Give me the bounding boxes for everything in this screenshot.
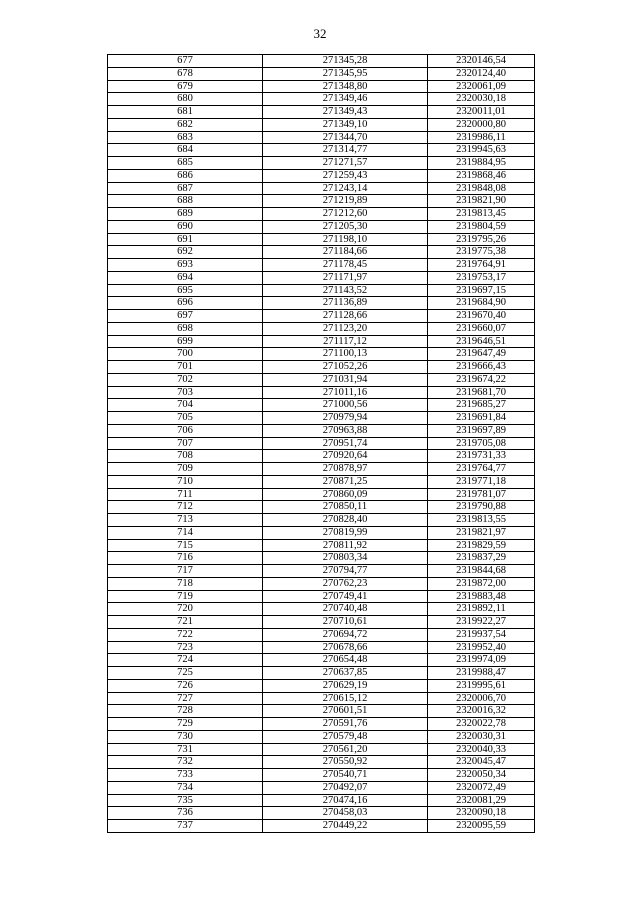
x-coordinate-cell: 270678,66 bbox=[263, 641, 428, 654]
table-row bbox=[108, 169, 535, 182]
table-row bbox=[108, 539, 535, 552]
y-coordinate-cell: 2319804,59 bbox=[428, 220, 535, 233]
x-coordinate-cell: 271345,28 bbox=[263, 55, 428, 68]
y-coordinate-cell: 2319974,09 bbox=[428, 654, 535, 667]
x-coordinate-cell: 271136,89 bbox=[263, 297, 428, 310]
y-coordinate-cell: 2320050,34 bbox=[428, 769, 535, 782]
y-coordinate-cell: 2319945,63 bbox=[428, 144, 535, 157]
x-coordinate-cell: 270591,76 bbox=[263, 718, 428, 731]
point-number-cell: 705 bbox=[108, 412, 263, 425]
x-coordinate-cell: 270860,09 bbox=[263, 488, 428, 501]
x-coordinate-cell: 270811,92 bbox=[263, 539, 428, 552]
table-row bbox=[108, 80, 535, 93]
x-coordinate-cell: 271205,30 bbox=[263, 220, 428, 233]
x-coordinate-cell: 270561,20 bbox=[263, 743, 428, 756]
point-number-cell: 699 bbox=[108, 335, 263, 348]
table-row bbox=[108, 297, 535, 310]
table-row bbox=[108, 730, 535, 743]
x-coordinate-cell: 271348,80 bbox=[263, 80, 428, 93]
point-number-cell: 733 bbox=[108, 769, 263, 782]
x-coordinate-cell: 270850,11 bbox=[263, 501, 428, 514]
point-number-cell: 729 bbox=[108, 718, 263, 731]
page-number: 32 bbox=[313, 26, 327, 41]
x-coordinate-cell: 270654,48 bbox=[263, 654, 428, 667]
y-coordinate-cell: 2319937,54 bbox=[428, 628, 535, 641]
y-coordinate-cell: 2320030,18 bbox=[428, 93, 535, 106]
point-number-cell: 722 bbox=[108, 628, 263, 641]
point-number-cell: 681 bbox=[108, 106, 263, 119]
y-coordinate-cell: 2320022,78 bbox=[428, 718, 535, 731]
x-coordinate-cell: 270458,03 bbox=[263, 807, 428, 820]
x-coordinate-cell: 270979,94 bbox=[263, 412, 428, 425]
table-row bbox=[108, 399, 535, 412]
x-coordinate-cell: 271171,97 bbox=[263, 271, 428, 284]
point-number-cell: 698 bbox=[108, 322, 263, 335]
x-coordinate-cell: 271123,20 bbox=[263, 322, 428, 335]
point-number-cell: 726 bbox=[108, 679, 263, 692]
y-coordinate-cell: 2319892,11 bbox=[428, 603, 535, 616]
table-row bbox=[108, 514, 535, 527]
coordinates-table-body bbox=[108, 55, 535, 833]
point-number-cell: 708 bbox=[108, 450, 263, 463]
y-coordinate-cell: 2319684,90 bbox=[428, 297, 535, 310]
y-coordinate-cell: 2319646,51 bbox=[428, 335, 535, 348]
point-number-cell: 696 bbox=[108, 297, 263, 310]
table-row bbox=[108, 692, 535, 705]
x-coordinate-cell: 270878,97 bbox=[263, 463, 428, 476]
point-number-cell: 704 bbox=[108, 399, 263, 412]
point-number-cell: 717 bbox=[108, 565, 263, 578]
point-number-cell: 724 bbox=[108, 654, 263, 667]
y-coordinate-cell: 2319660,07 bbox=[428, 322, 535, 335]
point-number-cell: 692 bbox=[108, 246, 263, 259]
point-number-cell: 728 bbox=[108, 705, 263, 718]
x-coordinate-cell: 271117,12 bbox=[263, 335, 428, 348]
y-coordinate-cell: 2319731,33 bbox=[428, 450, 535, 463]
x-coordinate-cell: 271178,45 bbox=[263, 259, 428, 272]
x-coordinate-cell: 270629,19 bbox=[263, 679, 428, 692]
point-number-cell: 701 bbox=[108, 361, 263, 374]
table-row bbox=[108, 577, 535, 590]
point-number-cell: 693 bbox=[108, 259, 263, 272]
table-row bbox=[108, 450, 535, 463]
point-number-cell: 684 bbox=[108, 144, 263, 157]
point-number-cell: 707 bbox=[108, 437, 263, 450]
table-row bbox=[108, 820, 535, 833]
y-coordinate-cell: 2319691,84 bbox=[428, 412, 535, 425]
y-coordinate-cell: 2320146,54 bbox=[428, 55, 535, 68]
table-row bbox=[108, 335, 535, 348]
table-row bbox=[108, 526, 535, 539]
point-number-cell: 730 bbox=[108, 730, 263, 743]
y-coordinate-cell: 2320016,32 bbox=[428, 705, 535, 718]
x-coordinate-cell: 270828,40 bbox=[263, 514, 428, 527]
coordinates-table bbox=[107, 54, 535, 833]
y-coordinate-cell: 2319790,88 bbox=[428, 501, 535, 514]
y-coordinate-cell: 2319952,40 bbox=[428, 641, 535, 654]
table-row bbox=[108, 131, 535, 144]
y-coordinate-cell: 2319666,43 bbox=[428, 361, 535, 374]
point-number-cell: 680 bbox=[108, 93, 263, 106]
table-row bbox=[108, 616, 535, 629]
x-coordinate-cell: 270474,16 bbox=[263, 794, 428, 807]
y-coordinate-cell: 2320000,80 bbox=[428, 118, 535, 131]
point-number-cell: 711 bbox=[108, 488, 263, 501]
point-number-cell: 732 bbox=[108, 756, 263, 769]
x-coordinate-cell: 271349,10 bbox=[263, 118, 428, 131]
x-coordinate-cell: 271349,46 bbox=[263, 93, 428, 106]
point-number-cell: 731 bbox=[108, 743, 263, 756]
x-coordinate-cell: 271198,10 bbox=[263, 233, 428, 246]
x-coordinate-cell: 270694,72 bbox=[263, 628, 428, 641]
y-coordinate-cell: 2319681,70 bbox=[428, 386, 535, 399]
point-number-cell: 725 bbox=[108, 667, 263, 680]
x-coordinate-cell: 271011,16 bbox=[263, 386, 428, 399]
table-row bbox=[108, 348, 535, 361]
point-number-cell: 677 bbox=[108, 55, 263, 68]
y-coordinate-cell: 2319813,45 bbox=[428, 208, 535, 221]
point-number-cell: 719 bbox=[108, 590, 263, 603]
table-row bbox=[108, 220, 535, 233]
x-coordinate-cell: 271052,26 bbox=[263, 361, 428, 374]
point-number-cell: 712 bbox=[108, 501, 263, 514]
y-coordinate-cell: 2319775,38 bbox=[428, 246, 535, 259]
y-coordinate-cell: 2319670,40 bbox=[428, 310, 535, 323]
x-coordinate-cell: 270579,48 bbox=[263, 730, 428, 743]
x-coordinate-cell: 271212,60 bbox=[263, 208, 428, 221]
table-row bbox=[108, 807, 535, 820]
table-row bbox=[108, 628, 535, 641]
table-row bbox=[108, 781, 535, 794]
point-number-cell: 721 bbox=[108, 616, 263, 629]
y-coordinate-cell: 2319705,08 bbox=[428, 437, 535, 450]
x-coordinate-cell: 271344,70 bbox=[263, 131, 428, 144]
y-coordinate-cell: 2319988,47 bbox=[428, 667, 535, 680]
x-coordinate-cell: 271031,94 bbox=[263, 373, 428, 386]
point-number-cell: 679 bbox=[108, 80, 263, 93]
y-coordinate-cell: 2319685,27 bbox=[428, 399, 535, 412]
point-number-cell: 716 bbox=[108, 552, 263, 565]
y-coordinate-cell: 2319813,55 bbox=[428, 514, 535, 527]
x-coordinate-cell: 270762,23 bbox=[263, 577, 428, 590]
y-coordinate-cell: 2319883,48 bbox=[428, 590, 535, 603]
table-row bbox=[108, 144, 535, 157]
point-number-cell: 718 bbox=[108, 577, 263, 590]
y-coordinate-cell: 2319771,18 bbox=[428, 475, 535, 488]
y-coordinate-cell: 2319795,26 bbox=[428, 233, 535, 246]
point-number-cell: 703 bbox=[108, 386, 263, 399]
point-number-cell: 695 bbox=[108, 284, 263, 297]
table-row bbox=[108, 361, 535, 374]
table-row bbox=[108, 679, 535, 692]
point-number-cell: 735 bbox=[108, 794, 263, 807]
x-coordinate-cell: 270601,51 bbox=[263, 705, 428, 718]
x-coordinate-cell: 270449,22 bbox=[263, 820, 428, 833]
point-number-cell: 689 bbox=[108, 208, 263, 221]
table-row bbox=[108, 67, 535, 80]
table-row bbox=[108, 271, 535, 284]
table-row bbox=[108, 654, 535, 667]
table-row bbox=[108, 118, 535, 131]
table-row bbox=[108, 718, 535, 731]
x-coordinate-cell: 271000,56 bbox=[263, 399, 428, 412]
table-row bbox=[108, 386, 535, 399]
point-number-cell: 678 bbox=[108, 67, 263, 80]
x-coordinate-cell: 270492,07 bbox=[263, 781, 428, 794]
x-coordinate-cell: 271143,52 bbox=[263, 284, 428, 297]
y-coordinate-cell: 2320081,29 bbox=[428, 794, 535, 807]
y-coordinate-cell: 2319764,77 bbox=[428, 463, 535, 476]
y-coordinate-cell: 2320090,18 bbox=[428, 807, 535, 820]
x-coordinate-cell: 271128,66 bbox=[263, 310, 428, 323]
point-number-cell: 691 bbox=[108, 233, 263, 246]
x-coordinate-cell: 270920,64 bbox=[263, 450, 428, 463]
x-coordinate-cell: 271349,43 bbox=[263, 106, 428, 119]
table-row bbox=[108, 55, 535, 68]
table-row bbox=[108, 437, 535, 450]
point-number-cell: 727 bbox=[108, 692, 263, 705]
point-number-cell: 706 bbox=[108, 424, 263, 437]
y-coordinate-cell: 2319837,29 bbox=[428, 552, 535, 565]
y-coordinate-cell: 2319868,46 bbox=[428, 169, 535, 182]
point-number-cell: 683 bbox=[108, 131, 263, 144]
table-row bbox=[108, 322, 535, 335]
y-coordinate-cell: 2319995,61 bbox=[428, 679, 535, 692]
table-row bbox=[108, 501, 535, 514]
table-row bbox=[108, 208, 535, 221]
table-row bbox=[108, 475, 535, 488]
y-coordinate-cell: 2320072,49 bbox=[428, 781, 535, 794]
y-coordinate-cell: 2319674,22 bbox=[428, 373, 535, 386]
table-row bbox=[108, 246, 535, 259]
table-row bbox=[108, 412, 535, 425]
y-coordinate-cell: 2319922,27 bbox=[428, 616, 535, 629]
x-coordinate-cell: 270550,92 bbox=[263, 756, 428, 769]
point-number-cell: 697 bbox=[108, 310, 263, 323]
table-row bbox=[108, 756, 535, 769]
table-row bbox=[108, 590, 535, 603]
x-coordinate-cell: 270637,85 bbox=[263, 667, 428, 680]
x-coordinate-cell: 271100,13 bbox=[263, 348, 428, 361]
table-row bbox=[108, 182, 535, 195]
table-row bbox=[108, 794, 535, 807]
x-coordinate-cell: 271345,95 bbox=[263, 67, 428, 80]
x-coordinate-cell: 271271,57 bbox=[263, 157, 428, 170]
y-coordinate-cell: 2319821,97 bbox=[428, 526, 535, 539]
point-number-cell: 700 bbox=[108, 348, 263, 361]
table-row bbox=[108, 565, 535, 578]
table-row bbox=[108, 233, 535, 246]
point-number-cell: 710 bbox=[108, 475, 263, 488]
table-row bbox=[108, 705, 535, 718]
table-row bbox=[108, 424, 535, 437]
table-row bbox=[108, 373, 535, 386]
point-number-cell: 715 bbox=[108, 539, 263, 552]
point-number-cell: 734 bbox=[108, 781, 263, 794]
x-coordinate-cell: 270740,48 bbox=[263, 603, 428, 616]
x-coordinate-cell: 270871,25 bbox=[263, 475, 428, 488]
x-coordinate-cell: 271184,66 bbox=[263, 246, 428, 259]
x-coordinate-cell: 270803,34 bbox=[263, 552, 428, 565]
y-coordinate-cell: 2320095,59 bbox=[428, 820, 535, 833]
table-row bbox=[108, 463, 535, 476]
table-row bbox=[108, 284, 535, 297]
point-number-cell: 714 bbox=[108, 526, 263, 539]
table-row bbox=[108, 769, 535, 782]
x-coordinate-cell: 271259,43 bbox=[263, 169, 428, 182]
point-number-cell: 713 bbox=[108, 514, 263, 527]
y-coordinate-cell: 2320006,70 bbox=[428, 692, 535, 705]
point-number-cell: 720 bbox=[108, 603, 263, 616]
y-coordinate-cell: 2319829,59 bbox=[428, 539, 535, 552]
point-number-cell: 685 bbox=[108, 157, 263, 170]
y-coordinate-cell: 2319697,89 bbox=[428, 424, 535, 437]
x-coordinate-cell: 270540,71 bbox=[263, 769, 428, 782]
point-number-cell: 702 bbox=[108, 373, 263, 386]
point-number-cell: 723 bbox=[108, 641, 263, 654]
y-coordinate-cell: 2319821,90 bbox=[428, 195, 535, 208]
x-coordinate-cell: 270951,74 bbox=[263, 437, 428, 450]
y-coordinate-cell: 2320124,40 bbox=[428, 67, 535, 80]
y-coordinate-cell: 2319781,07 bbox=[428, 488, 535, 501]
y-coordinate-cell: 2320061,09 bbox=[428, 80, 535, 93]
y-coordinate-cell: 2320040,33 bbox=[428, 743, 535, 756]
table-row bbox=[108, 93, 535, 106]
table-row bbox=[108, 259, 535, 272]
point-number-cell: 737 bbox=[108, 820, 263, 833]
table-row bbox=[108, 310, 535, 323]
table-row bbox=[108, 667, 535, 680]
y-coordinate-cell: 2320011,01 bbox=[428, 106, 535, 119]
table-row bbox=[108, 743, 535, 756]
y-coordinate-cell: 2319986,11 bbox=[428, 131, 535, 144]
table-row bbox=[108, 641, 535, 654]
x-coordinate-cell: 270615,12 bbox=[263, 692, 428, 705]
y-coordinate-cell: 2319764,91 bbox=[428, 259, 535, 272]
x-coordinate-cell: 271314,77 bbox=[263, 144, 428, 157]
y-coordinate-cell: 2319872,00 bbox=[428, 577, 535, 590]
x-coordinate-cell: 270963,88 bbox=[263, 424, 428, 437]
table-row bbox=[108, 552, 535, 565]
point-number-cell: 709 bbox=[108, 463, 263, 476]
y-coordinate-cell: 2319697,15 bbox=[428, 284, 535, 297]
y-coordinate-cell: 2319647,49 bbox=[428, 348, 535, 361]
x-coordinate-cell: 270819,99 bbox=[263, 526, 428, 539]
point-number-cell: 688 bbox=[108, 195, 263, 208]
x-coordinate-cell: 270710,61 bbox=[263, 616, 428, 629]
table-row bbox=[108, 195, 535, 208]
y-coordinate-cell: 2319844,68 bbox=[428, 565, 535, 578]
point-number-cell: 736 bbox=[108, 807, 263, 820]
table-row bbox=[108, 488, 535, 501]
point-number-cell: 682 bbox=[108, 118, 263, 131]
y-coordinate-cell: 2319884,95 bbox=[428, 157, 535, 170]
point-number-cell: 686 bbox=[108, 169, 263, 182]
table-row bbox=[108, 106, 535, 119]
y-coordinate-cell: 2320030,31 bbox=[428, 730, 535, 743]
x-coordinate-cell: 270794,77 bbox=[263, 565, 428, 578]
table-row bbox=[108, 157, 535, 170]
y-coordinate-cell: 2319753,17 bbox=[428, 271, 535, 284]
x-coordinate-cell: 270749,41 bbox=[263, 590, 428, 603]
point-number-cell: 687 bbox=[108, 182, 263, 195]
x-coordinate-cell: 271243,14 bbox=[263, 182, 428, 195]
y-coordinate-cell: 2320045,47 bbox=[428, 756, 535, 769]
point-number-cell: 694 bbox=[108, 271, 263, 284]
table-row bbox=[108, 603, 535, 616]
x-coordinate-cell: 271219,89 bbox=[263, 195, 428, 208]
point-number-cell: 690 bbox=[108, 220, 263, 233]
y-coordinate-cell: 2319848,08 bbox=[428, 182, 535, 195]
